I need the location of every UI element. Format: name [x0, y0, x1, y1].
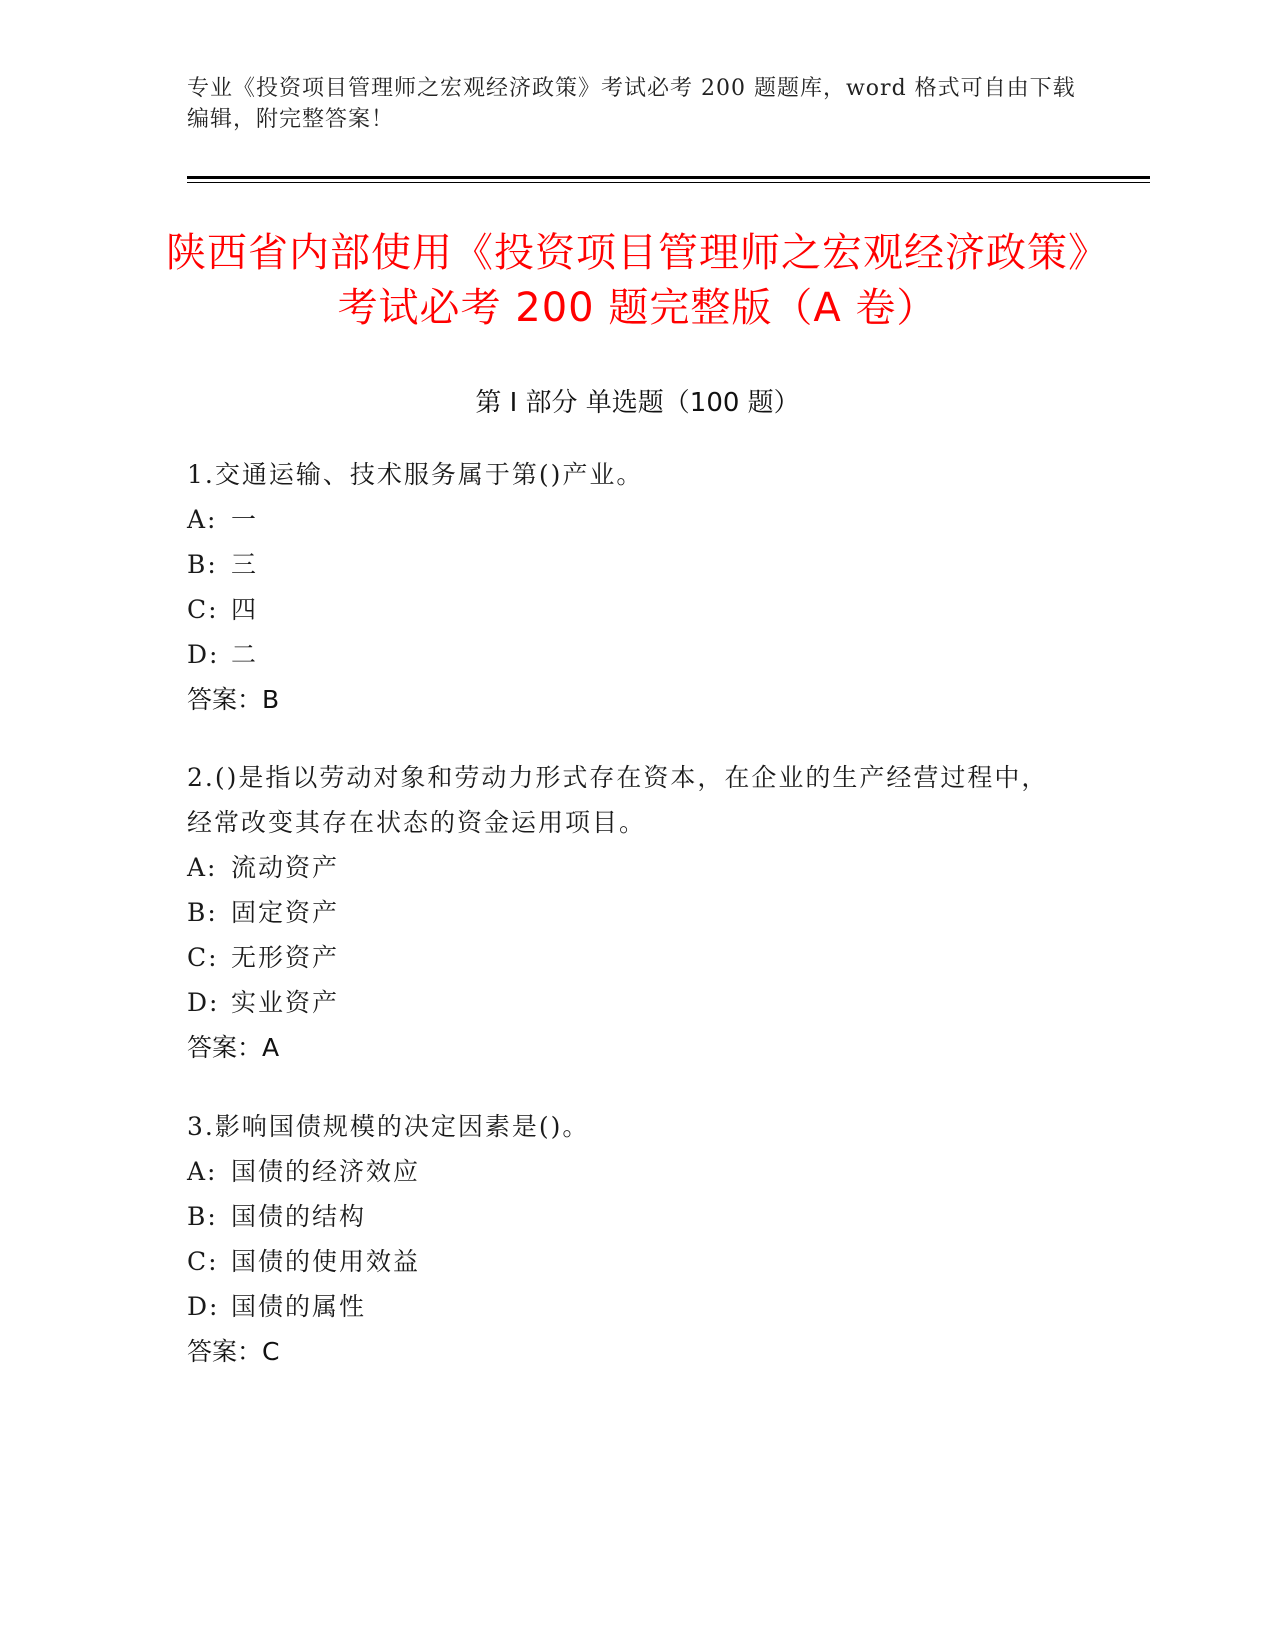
option-text: 二 — [231, 640, 259, 669]
option-c — [187, 935, 1067, 980]
question-3 — [187, 1104, 1067, 1374]
option-text: 国债的结构 — [231, 1202, 367, 1231]
section-title: 第 I 部分 单选题（100 题） — [475, 388, 800, 418]
option-letter: B: — [187, 1202, 218, 1231]
header-note: 专业《投资项目管理师之宏观经济政策》考试必考 200 题题库，word 格式可自由下载编辑，附完整答案！ — [187, 76, 1076, 132]
option-letter: B: — [187, 550, 218, 579]
question-stem: 3.影响国债规模的决定因素是()。 — [187, 1112, 590, 1141]
header-divider-thin — [187, 182, 1150, 183]
option-letter: C: — [187, 595, 219, 624]
option-b — [187, 1194, 1067, 1239]
option-letter: C: — [187, 943, 219, 972]
option-letter: D: — [187, 1292, 220, 1321]
option-text: 固定资产 — [231, 898, 340, 927]
option-a — [187, 845, 1067, 890]
option-d — [187, 1284, 1067, 1329]
answer-line: 答案：C — [187, 1337, 280, 1366]
option-text: 国债的经济效应 — [231, 1157, 421, 1186]
option-b — [187, 890, 1067, 935]
option-letter: D: — [187, 988, 220, 1017]
option-letter: A: — [187, 1157, 218, 1186]
option-b — [187, 542, 1067, 587]
question-2 — [187, 755, 1067, 1070]
answer-line: 答案：A — [187, 1033, 280, 1062]
option-letter: A: — [187, 505, 218, 534]
document-title: 陕西省内部使用《投资项目管理师之宏观经济政策》考试必考 200 题完整版（A 卷） — [166, 230, 1109, 331]
option-letter: A: — [187, 853, 218, 882]
option-text: 流动资产 — [231, 853, 340, 882]
question-1 — [187, 452, 1067, 722]
option-a — [187, 1149, 1067, 1194]
option-a — [187, 497, 1067, 542]
question-stem: 2.()是指以劳动对象和劳动力形式存在资本，在企业的生产经营过程中，经常改变其存在状态的资金运用项目。 — [187, 763, 1049, 837]
option-text: 四 — [231, 595, 259, 624]
option-text: 国债的属性 — [231, 1292, 367, 1321]
option-c — [187, 1239, 1067, 1284]
header-divider-thick — [187, 176, 1150, 179]
option-text: 实业资产 — [231, 988, 340, 1017]
answer-line: 答案：B — [187, 685, 280, 714]
option-c — [187, 587, 1067, 632]
question-stem: 1.交通运输、技术服务属于第()产业。 — [187, 460, 644, 489]
option-text: 国债的使用效益 — [231, 1247, 421, 1276]
option-text: 无形资产 — [231, 943, 340, 972]
option-text: 三 — [231, 550, 259, 579]
option-text: 一 — [231, 505, 259, 534]
option-letter: B: — [187, 898, 218, 927]
option-d — [187, 980, 1067, 1025]
option-letter: D: — [187, 640, 220, 669]
option-letter: C: — [187, 1247, 219, 1276]
option-d — [187, 632, 1067, 677]
